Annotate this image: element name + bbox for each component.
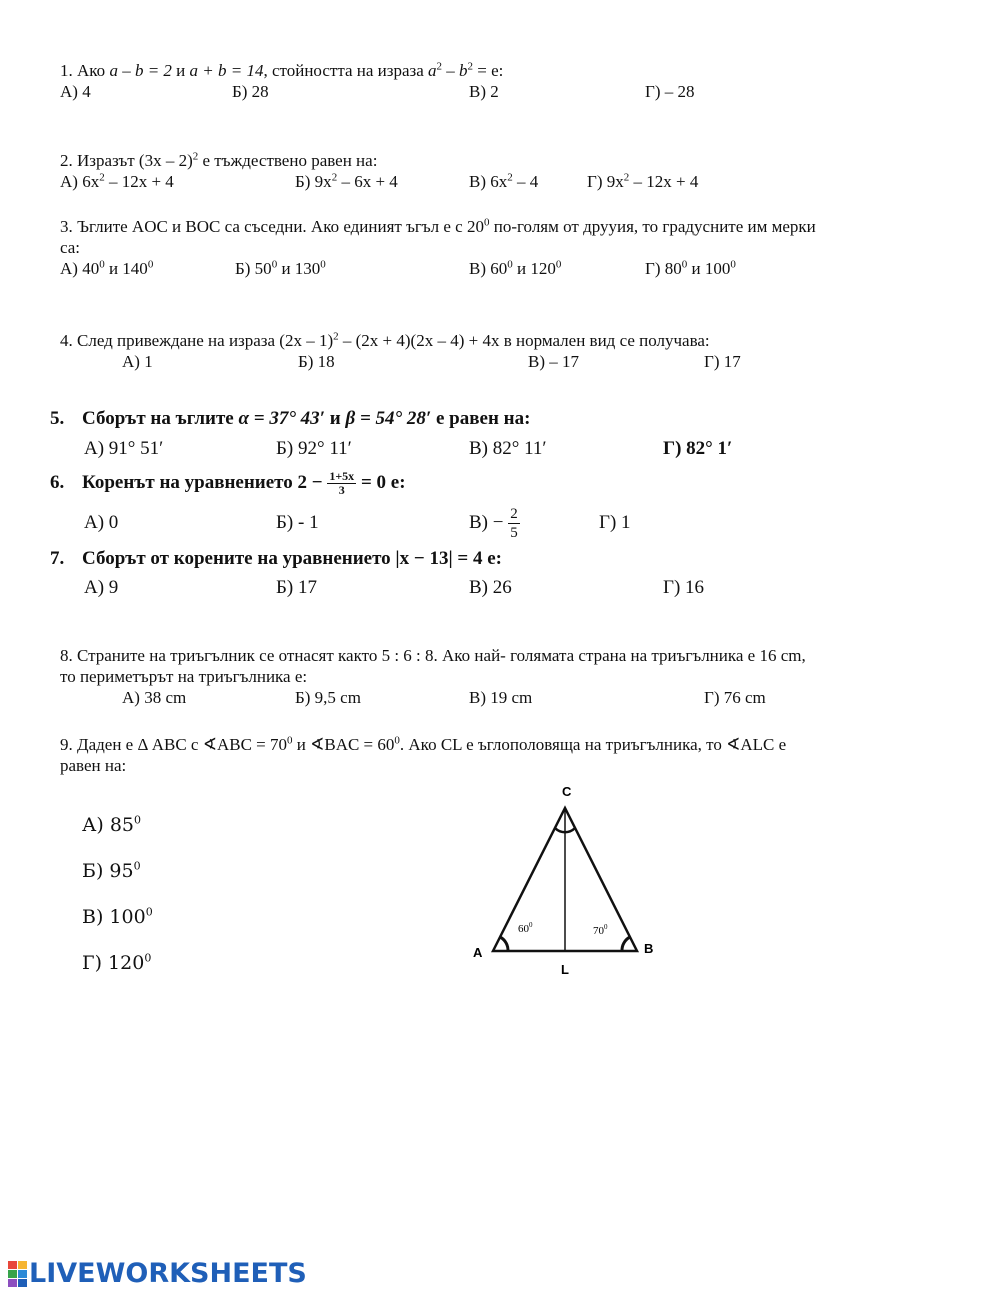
question-1-stem: 1. Ако a – b = 2 и a + b = 14, стойността на израза $a^2 - b^2 = е$:	[60, 60, 504, 80]
q4-option-d[interactable]: Г) 17	[704, 352, 741, 371]
q7-option-d[interactable]: Г) 16	[663, 577, 705, 598]
q6-option-b[interactable]: Б) - 1	[276, 512, 319, 533]
q9-option-b[interactable]: Б) $95^0$	[82, 859, 141, 882]
question-9	[60, 734, 940, 776]
q6-option-d[interactable]: Г) 1	[599, 512, 631, 533]
q6-option-c[interactable]: В) − $\frac{2}{5}$	[469, 506, 518, 541]
question-3-stem-cont: са:	[60, 238, 81, 257]
q1-option-d[interactable]: Г) – 28	[645, 82, 695, 101]
q5-option-a[interactable]: А) 91° 51′	[84, 438, 164, 459]
triangle-figure	[460, 780, 680, 980]
angle-a-label: $60^0$	[518, 921, 533, 935]
q9-option-d[interactable]: Г) $120^0$	[82, 951, 152, 974]
q1-option-a[interactable]: А) 4	[60, 82, 91, 101]
q8-option-d[interactable]: Г) 76 cm	[704, 688, 766, 707]
q8-option-b[interactable]: Б) 9,5 cm	[295, 688, 361, 707]
q2-option-a[interactable]: А) $6x^2 - 12x + 4$	[60, 171, 174, 191]
label-b: B	[644, 941, 654, 956]
question-1	[60, 60, 940, 103]
q1-option-b[interactable]: Б) 28	[232, 82, 269, 101]
q2-option-d[interactable]: Г) $9x^2 - 12x + 4$	[587, 171, 699, 191]
q3-option-b[interactable]: Б) $50^0$ и $130^0$	[235, 258, 326, 278]
q8-option-c[interactable]: В) 19 cm	[469, 688, 533, 707]
q5-option-d[interactable]: Г) 82° 1′	[663, 438, 733, 459]
angle-a-arc	[500, 937, 508, 951]
question-8-stem: 8. Страните на триъгълник се отнасят както 5 : 6 : 8. Ако най- голямата страна на триъгълника е 16 cm,	[60, 646, 806, 665]
question-6-stem: 6. Коренът на уравнението 2 − $\frac{1+5x}{3}$ = 0 е:	[50, 469, 406, 497]
q7-option-c[interactable]: В) 26	[469, 577, 512, 598]
q2-option-b[interactable]: Б) $9x^2 - 6x + 4$	[295, 171, 398, 191]
q1-option-c[interactable]: В) 2	[469, 82, 499, 101]
q9-option-c[interactable]: В) $100^0$	[82, 905, 153, 928]
question-3-stem: 3. Ъглите AOC и BOC са съседни. Ако единият ъгъл е с $20^0$ по-голям от друуия, то градусните им мерки	[60, 216, 816, 236]
question-5-stem: 5. Сборът на ъглите α = 37° 43′ и β = 54° 28′ е равен на:	[50, 408, 531, 429]
question-4	[60, 330, 940, 373]
q6-fraction: $\frac{1+5x}{3}$	[329, 469, 355, 497]
liveworksheets-logo[interactable]	[8, 1258, 307, 1289]
label-a: A	[473, 945, 483, 960]
q7-option-a[interactable]: А) 9	[84, 577, 119, 598]
q3-option-c[interactable]: В) $60^0$ и $120^0$	[469, 258, 562, 278]
label-l: L	[561, 962, 569, 977]
q8-option-a[interactable]: А) 38 cm	[122, 688, 187, 707]
q6-option-a[interactable]: А) 0	[84, 512, 119, 533]
q3-option-a[interactable]: А) $40^0$ и $140^0$	[60, 258, 154, 278]
q4-option-a[interactable]: А) 1	[122, 352, 153, 371]
logo-icon	[8, 1261, 27, 1287]
question-8-stem-cont: то периметърът на триъгълника е:	[60, 667, 308, 686]
angle-b-arc	[622, 937, 630, 951]
angle-b-label: $70^0$	[593, 923, 608, 937]
question-2-stem: 2. Изразът (3x – 2)$^2$ е тъждествено равен на:	[60, 150, 378, 170]
q7-option-b[interactable]: Б) 17	[276, 577, 317, 598]
q4-option-b[interactable]: Б) 18	[298, 352, 335, 371]
question-8	[60, 645, 940, 709]
question-3	[60, 216, 940, 280]
q5-option-b[interactable]: Б) 92° 11′	[276, 438, 352, 459]
question-7-stem: 7. Сборът от корените на уравнението |x − 13| = 4 е:	[50, 548, 502, 569]
label-c: C	[562, 784, 572, 799]
q9-option-a[interactable]: А) $85^0$	[82, 813, 142, 836]
q2-option-c[interactable]: В) $6x^2 - 4$	[469, 171, 539, 191]
question-9-stem: 9. Даден е Δ ABC с ∢ABC = $70^0$ и ∢BAC = $60^0$. Ако CL е ъглополовяща на триъгълника, то ∢ALC е	[60, 734, 787, 754]
question-4-stem: 4. След привеждане на израза (2x – 1)$^2$ – (2x + 4)(2x – 4) + 4x в нормален вид се получава:	[60, 330, 710, 350]
q5-option-c[interactable]: В) 82° 11′	[469, 438, 547, 459]
q3-option-d[interactable]: Г) $80^0$ и $100^0$	[645, 258, 736, 278]
logo-text: LIVEWORKSHEETS	[29, 1258, 307, 1289]
question-2	[60, 150, 940, 193]
q4-option-c[interactable]: В) – 17	[528, 352, 579, 371]
question-9-stem-cont: равен на:	[60, 756, 127, 775]
